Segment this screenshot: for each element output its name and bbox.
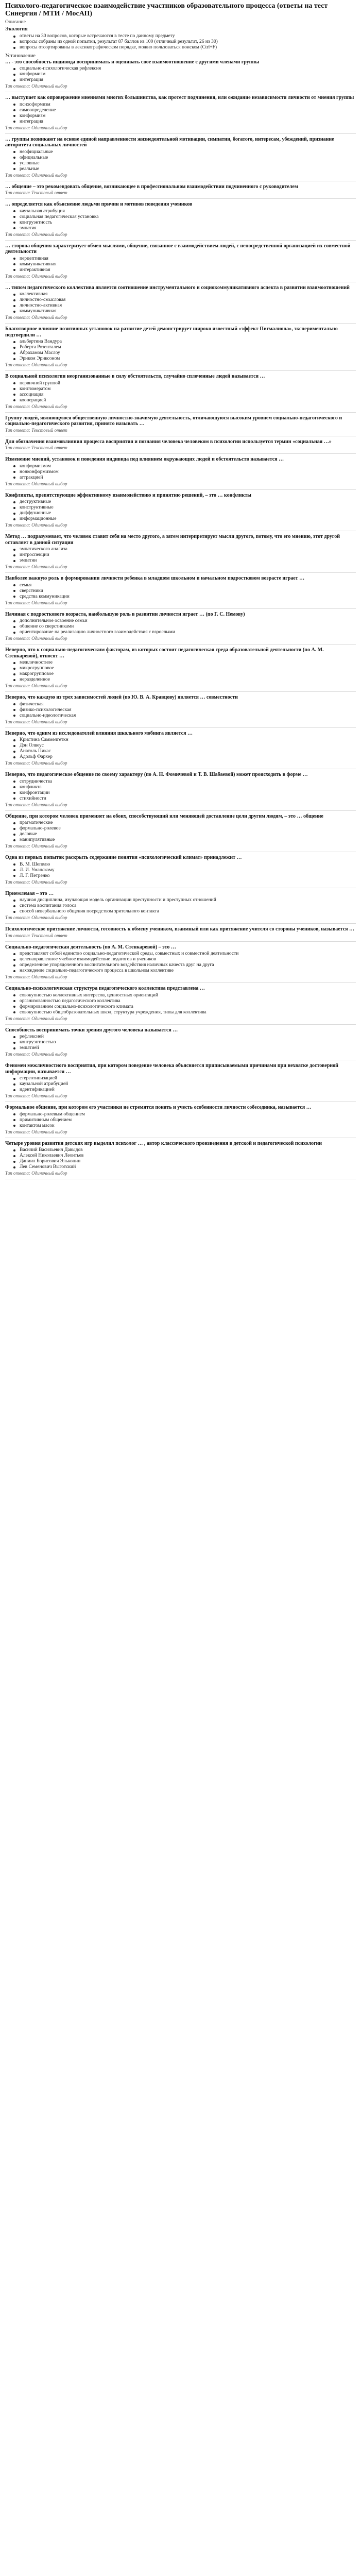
question-text	[5, 924, 356, 933]
answer-option: Эриком Эриксоном	[13, 356, 356, 362]
answer-option: коллективная	[13, 292, 356, 297]
answer-option: рефлексией	[13, 1034, 356, 1040]
question-body: Социально-психологическая структура педагогического коллектива представлена …	[5, 986, 205, 991]
answer-option: способ невербального общения посредством зрительного контакта	[13, 909, 356, 914]
answer-option: манипулятивные	[13, 837, 356, 843]
answer-option: Алексей Николаевич Леонтьев	[13, 1153, 356, 1159]
answer-option: Кристина Саммелгеткн	[13, 737, 356, 743]
answer-options	[5, 547, 356, 564]
question-body: Метод … подразумевает, что человек ставит себя на место другого, а затем интерпретирует мысли другого, потому, что его мнению, этот другой оставляет в данной ситуации	[5, 534, 340, 546]
answer-option: семья	[13, 583, 356, 588]
answer-option: конформизм	[13, 72, 356, 77]
question-body: Благотворное влияние позитивных установок на развитие детей демонстрирует широко известный «эффект Пигмалиона», экспериментально подтвердили …	[5, 326, 338, 338]
answer-option: социально-идеологическая	[13, 713, 356, 719]
answer-option: контактом масок	[13, 1123, 356, 1129]
question-block	[5, 50, 356, 92]
question-block	[5, 573, 356, 609]
question-block	[5, 371, 356, 413]
question-body: Группу людей, являющуюся общественную личностно-значимую деятельность, отличающуюся высоким уровнем социально-педагогического и социально-педагогического развития, принято называть …	[5, 415, 342, 427]
answer-option: Василий Васильевич Давыдов	[13, 1147, 356, 1153]
answer-option: Абрахамом Маслоу	[13, 350, 356, 356]
page-title: Психолого-педагогическое взаимодействие участников образовательного процесса (ответы на тест Синергия / МТИ / МосАП)	[5, 2, 328, 18]
question-body: Формальное общение, при котором его участники не стремятся понять и учесть особенности личности собеседника, называется …	[5, 1105, 312, 1110]
question-body: Четыре уровня развития детских игр выделил психолог … , автор классического произведения в детской и педагогической психологии	[5, 1140, 322, 1146]
question-body: Социально-педагогическая деятельность (по А. М. Стенкаревой) – это …	[5, 944, 176, 950]
question-body: Начиная с подросткового возраста, наибольшую роль в развитии личности играет … (по Г. С. Немову)	[5, 611, 245, 617]
question-text	[5, 1138, 356, 1147]
answer-options	[5, 149, 356, 172]
answer-type: Тип ответа: Текстовый ответ	[5, 190, 67, 195]
answer-option: стихийности	[13, 796, 356, 802]
answer-option: Л. И. Уманскому	[13, 868, 356, 873]
answer-options	[5, 779, 356, 802]
question-text	[5, 942, 356, 951]
answer-type: Тип ответа: Одиночный выбор	[5, 1171, 67, 1176]
answer-option: физическая	[13, 702, 356, 707]
answer-option: каузальной атрибуцией	[13, 1081, 356, 1087]
intro-item: вопросы отсортированы в лексикографическом порядке, можно пользоваться поиском (Ctrl+F)	[13, 45, 356, 50]
question-text	[5, 454, 356, 463]
answer-type: Тип ответа: Одиночный выбор	[5, 974, 67, 979]
answer-option: конфронтации	[13, 790, 356, 796]
answer-option: Адольф Фархер	[13, 754, 356, 760]
question-block	[5, 1102, 356, 1138]
answer-option: представляют собой единство социально-педагогической среды, совместных и совместной деятельности	[13, 951, 356, 957]
answer-option: эмпатией	[13, 1045, 356, 1051]
answer-option: интроспекции	[13, 552, 356, 558]
question-block	[5, 852, 356, 888]
question-prefix: Установление	[5, 53, 36, 59]
question-body: Неверно, что к социально-педагогическим факторам, из которых состоит педагогическая среда образовательной деятельности (по А. М. Стенкаревой), относят …	[5, 647, 324, 659]
question-text	[5, 282, 356, 291]
question-body: Приемлемая – это …	[5, 890, 54, 896]
answer-option: средства коммуникации	[13, 594, 356, 600]
answer-option: первичной группой	[13, 381, 356, 386]
question-body: … - это способность индивида воспринимать и оценивать свое взаимоотношение с другими членами группы	[5, 59, 260, 65]
question-block	[5, 531, 356, 573]
answer-option: диффузионные	[13, 511, 356, 516]
question-text	[5, 692, 356, 701]
answer-options	[5, 618, 356, 635]
answer-option: совокупностью коллективных интересов, ценностных ориентаций	[13, 993, 356, 998]
question-body: В социальной психологии неорганизованные в силу обстоятельств, случайно сплоченные людей называется …	[5, 374, 265, 379]
answer-options	[5, 464, 356, 481]
answer-type: Тип ответа: Одиночный выбор	[5, 362, 67, 367]
answer-options	[5, 951, 356, 974]
answer-option: кооперацией	[13, 398, 356, 403]
answer-option: прагматические	[13, 820, 356, 826]
answer-type: Тип ответа: Текстовый ответ	[5, 445, 67, 450]
answer-type: Тип ответа: Одиночный выбор	[5, 683, 67, 688]
answer-option: интеграция	[13, 77, 356, 83]
question-body: … сторона общения характеризует обмен мыслями, общение, связанное с взаимодействием людей, с непосредственной организацией их совместной деятельности	[5, 243, 351, 255]
answer-type: Тип ответа: Одиночный выбор	[5, 636, 67, 641]
answer-options	[5, 737, 356, 760]
answer-option: неофициальные	[13, 149, 356, 155]
answer-option: сотрудничества	[13, 779, 356, 785]
answer-option: идентификацией	[13, 1087, 356, 1093]
question-block	[5, 811, 356, 853]
question-body: Неверно, что каждую из трех зависимостей людей (по Ю. В. А. Кравцову) является … совместности	[5, 694, 238, 700]
answer-options	[5, 66, 356, 83]
question-text	[5, 645, 356, 659]
question-block	[5, 436, 356, 454]
answer-type: Тип ответа: Одиночный выбор	[5, 915, 67, 920]
questions-list	[5, 50, 356, 1179]
answer-type: Тип ответа: Текстовый ответ	[5, 427, 67, 433]
question-text	[5, 50, 356, 65]
answer-option: эмпатия	[13, 226, 356, 231]
question-body: Одна из первых попыток раскрыть содержание понятия «психологический климат» принадлежит …	[5, 855, 242, 860]
answer-type: Тип ответа: Текстовый ответ	[5, 933, 67, 938]
answer-option: самоопределение	[13, 108, 356, 113]
question-block	[5, 490, 356, 532]
question-body: Наиболее важную роль в формировании личности ребенка в младшем школьном и начальном подростковом возрасте играет …	[5, 575, 305, 581]
question-text	[5, 436, 356, 445]
answer-option: каузальная атрибуция	[13, 209, 356, 214]
answer-option: деловые	[13, 832, 356, 837]
answer-option: совокупностью общеобразовательных школ, структура учреждения, типы для коллектива	[13, 1010, 356, 1015]
answer-options	[5, 256, 356, 273]
question-block	[5, 645, 356, 692]
answer-options	[5, 381, 356, 403]
question-text	[5, 983, 356, 992]
question-text	[5, 609, 356, 618]
answer-option: формально-ролевое	[13, 826, 356, 832]
question-text	[5, 181, 356, 190]
answer-type: Тип ответа: Одиночный выбор	[5, 719, 67, 724]
answer-type: Тип ответа: Одиночный выбор	[5, 125, 67, 130]
answer-type: Тип ответа: Одиночный выбор	[5, 1129, 67, 1134]
question-text	[5, 92, 356, 101]
question-text	[5, 1102, 356, 1111]
question-block	[5, 181, 356, 199]
answer-option: научная дисциплина, изучающая модель организации преступности и преступных отношений	[13, 897, 356, 903]
answer-type: Тип ответа: Одиночный выбор	[5, 843, 67, 849]
answer-option: Анатоль Пикас	[13, 749, 356, 754]
answer-options	[5, 499, 356, 522]
answer-option: конформизмом	[13, 464, 356, 469]
question-text	[5, 888, 356, 897]
question-body: Неверно, что одним из исследователей влияния школьного мобинга является …	[5, 730, 193, 736]
answer-type: Тип ответа: Одиночный выбор	[5, 760, 67, 766]
answer-option: Лев Семенович Выготский	[13, 1164, 356, 1170]
answer-type: Тип ответа: Одиночный выбор	[5, 403, 67, 409]
question-block	[5, 888, 356, 924]
answer-options	[5, 102, 356, 125]
answer-option: формированием социально-психологического климата	[13, 1004, 356, 1010]
answer-option: коммуникативная	[13, 262, 356, 267]
answer-options	[5, 660, 356, 683]
answer-option: аттракцией	[13, 475, 356, 481]
question-text	[5, 241, 356, 255]
answer-option: конгруэнтностью	[13, 1040, 356, 1045]
answer-option: неразделенное	[13, 677, 356, 683]
question-body: Психологическое притяжение личности, готовность к обмену учеником, взаимный или как притяжение учителя со стороны учеников, называется …	[5, 926, 355, 932]
question-body: Неверно, что педагогическое общение по своему характеру (по А. Н. Фомичевой и Т. В. Шабаевой) может происходить в форме …	[5, 772, 308, 777]
answer-option: интерактивная	[13, 267, 356, 273]
answer-options	[5, 1034, 356, 1051]
answer-option: конгломератом	[13, 386, 356, 392]
answer-type: Тип ответа: Одиночный выбор	[5, 481, 67, 486]
answer-type: Тип ответа: Одиночный выбор	[5, 1093, 67, 1098]
answer-option: перцептивная	[13, 256, 356, 262]
answer-option: Дэн Олвеус	[13, 743, 356, 749]
answer-type: Тип ответа: Одиночный выбор	[5, 522, 67, 528]
question-block	[5, 454, 356, 490]
question-block	[5, 413, 356, 436]
answer-type: Тип ответа: Одиночный выбор	[5, 83, 67, 89]
answer-option: стереотипизацией	[13, 1076, 356, 1081]
question-text	[5, 573, 356, 582]
question-text	[5, 1060, 356, 1075]
answer-option: Л. Г. Петренко	[13, 873, 356, 879]
question-block	[5, 692, 356, 728]
answer-type: Тип ответа: Одиночный выбор	[5, 600, 67, 605]
answer-option: альбертина Вандура	[13, 339, 356, 345]
question-body: Конфликты, препятствующие эффективному взаимодействию и принятию решений, – это … конфликты	[5, 492, 251, 498]
answer-option: эмпатии	[13, 558, 356, 564]
question-body: Феномен межличностного восприятия, при котором поведение человека объясняется приписываемыми причинами при нехватке достоверной информации, называется …	[5, 1063, 338, 1075]
question-text	[5, 199, 356, 208]
question-text	[5, 134, 356, 148]
question-block	[5, 1060, 356, 1102]
question-block	[5, 241, 356, 282]
question-block	[5, 134, 356, 181]
question-block	[5, 769, 356, 811]
answer-option: нонконформизмом	[13, 469, 356, 475]
question-block	[5, 609, 356, 645]
answer-option: физико-психологическая	[13, 707, 356, 713]
answer-option: личностно-смысловая	[13, 297, 356, 303]
answer-type: Тип ответа: Одиночный выбор	[5, 231, 67, 237]
answer-option: система воспитания голоса	[13, 903, 356, 909]
question-block	[5, 1025, 356, 1061]
question-text	[5, 490, 356, 499]
question-text	[5, 769, 356, 778]
question-block	[5, 199, 356, 241]
answer-type: Тип ответа: Одиночный выбор	[5, 1052, 67, 1057]
answer-type: Тип ответа: Одиночный выбор	[5, 802, 67, 807]
question-block	[5, 92, 356, 134]
question-text	[5, 1025, 356, 1033]
answer-option: примитивным общением	[13, 1117, 356, 1123]
answer-type: Тип ответа: Одиночный выбор	[5, 1015, 67, 1021]
question-body: … группы возникают на основе единой направленности жизнедеятельной мотивации, симпатии, богатого, интересам, убеждений, признание авторитета социальных личностей	[5, 136, 334, 148]
answer-options	[5, 1112, 356, 1129]
question-block	[5, 942, 356, 984]
answer-option: ассоциация	[13, 392, 356, 398]
question-block	[5, 1138, 356, 1180]
answer-option: сверстники	[13, 588, 356, 594]
answer-option: Даниил Борисович Эльконин	[13, 1159, 356, 1164]
question-body: … общение – это рекомендовать общение, возникающее в профессиональном взаимодействии подчиненного с руководителем	[5, 183, 298, 190]
answer-option: условные	[13, 161, 356, 166]
answer-type: Тип ответа: Одиночный выбор	[5, 315, 67, 320]
question-body: Общение, при котором человек применяет на обоих, способствующий или меняющей доставление цели другим людям, – это … общение	[5, 813, 323, 819]
question-block	[5, 924, 356, 942]
answer-option: социальная педагогическая установка	[13, 214, 356, 220]
answer-option: определенное упорядоченного воспитательного воздействия наличных качеств друг на друга	[13, 962, 356, 968]
answer-type: Тип ответа: Одиночный выбор	[5, 172, 67, 178]
answer-option: психоформизм	[13, 102, 356, 108]
intro-item: ответы на 30 вопросов, которые встречаются в тесте по данному предмету	[13, 33, 356, 39]
page	[0, 0, 361, 1179]
answer-option: межличностное	[13, 660, 356, 666]
answer-option: организованностью педагогического коллектива	[13, 998, 356, 1004]
answer-option: ориентирование на реализацию личностного взаимодействия с взрослыми	[13, 630, 356, 635]
answer-options	[5, 209, 356, 231]
answer-option: официальные	[13, 155, 356, 161]
answer-options	[5, 897, 356, 914]
answer-option: конфликта	[13, 785, 356, 790]
question-text	[5, 371, 356, 380]
answer-option: нахождение социально-педагогического процесса в школьном коллективе	[13, 968, 356, 974]
question-text	[5, 413, 356, 427]
question-body: Способность воспринимать точки зрения другого человека называется …	[5, 1027, 178, 1033]
question-text	[5, 852, 356, 861]
intro-item: вопросы собраны из одной попытки, результат 87 баллов из 100 (отличный результат, 26 из 30)	[13, 39, 356, 45]
answer-options	[5, 993, 356, 1015]
answer-option: конгруэнтность	[13, 220, 356, 226]
answer-option: формально-ролевым общением	[13, 1112, 356, 1117]
question-text	[5, 728, 356, 737]
answer-option: интеграция	[13, 119, 356, 125]
answer-options	[5, 583, 356, 600]
description-label: Описание	[5, 20, 26, 25]
answer-options	[5, 292, 356, 314]
answer-option: конформизм	[13, 113, 356, 119]
answer-option: общение со сверстниками	[13, 624, 356, 630]
answer-type: Тип ответа: Одиночный выбор	[5, 564, 67, 569]
question-body: Для обозначения взаимовлияния процесса восприятия и познания человека человеком в психологии используется термин «социальная …»	[5, 438, 332, 445]
answer-option: деструктивные	[13, 499, 356, 505]
question-body: Изменение мнений, установок и поведения индивида под влиянием окружающих людей и обстоятельств называется …	[5, 456, 284, 462]
answer-option: дополнительное освоение семьи	[13, 618, 356, 624]
answer-option: реальные	[13, 166, 356, 172]
answer-option: В. М. Шепелю	[13, 862, 356, 868]
answer-option: микрогрупповое	[13, 666, 356, 671]
answer-options	[5, 702, 356, 719]
answer-option: целенаправленное учебное взаимодействие педагогов и учеников	[13, 957, 356, 962]
answer-option: макрогрупповое	[13, 671, 356, 677]
answer-option: социально-психологическая рефлексия	[13, 66, 356, 72]
answer-option: коммуникативная	[13, 309, 356, 314]
answer-type: Тип ответа: Одиночный выбор	[5, 879, 67, 885]
question-body: … определяется как объяснение людьми причин и мотивов поведения учеников	[5, 201, 193, 207]
question-block	[5, 324, 356, 371]
question-block	[5, 983, 356, 1025]
intro-list	[5, 33, 356, 50]
answer-options	[5, 1147, 356, 1170]
answer-options	[5, 820, 356, 843]
answer-options	[5, 862, 356, 879]
question-text	[5, 531, 356, 546]
question-body: … выступает как опровержение мнениями многих большинства, как протест подчинения, или ожидание независимости личности от мнения группы	[5, 95, 354, 100]
answer-option: эмпатического анализа	[13, 547, 356, 552]
answer-option: Роберта Розенталем	[13, 345, 356, 350]
answer-option: личностно-активная	[13, 303, 356, 309]
question-block	[5, 282, 356, 324]
answer-type: Тип ответа: Одиночный выбор	[5, 273, 67, 279]
category-label: Экология	[5, 26, 28, 32]
answer-options	[5, 1076, 356, 1093]
question-body: … типом педагогического коллектива является соотношение инструментального и социокоммуникативного аспекта в развитии взаимоотношений	[5, 284, 350, 291]
answer-option: информационные	[13, 516, 356, 522]
question-text	[5, 811, 356, 820]
answer-option: конструктивные	[13, 505, 356, 511]
question-text	[5, 324, 356, 338]
answer-options	[5, 339, 356, 362]
question-block	[5, 728, 356, 770]
